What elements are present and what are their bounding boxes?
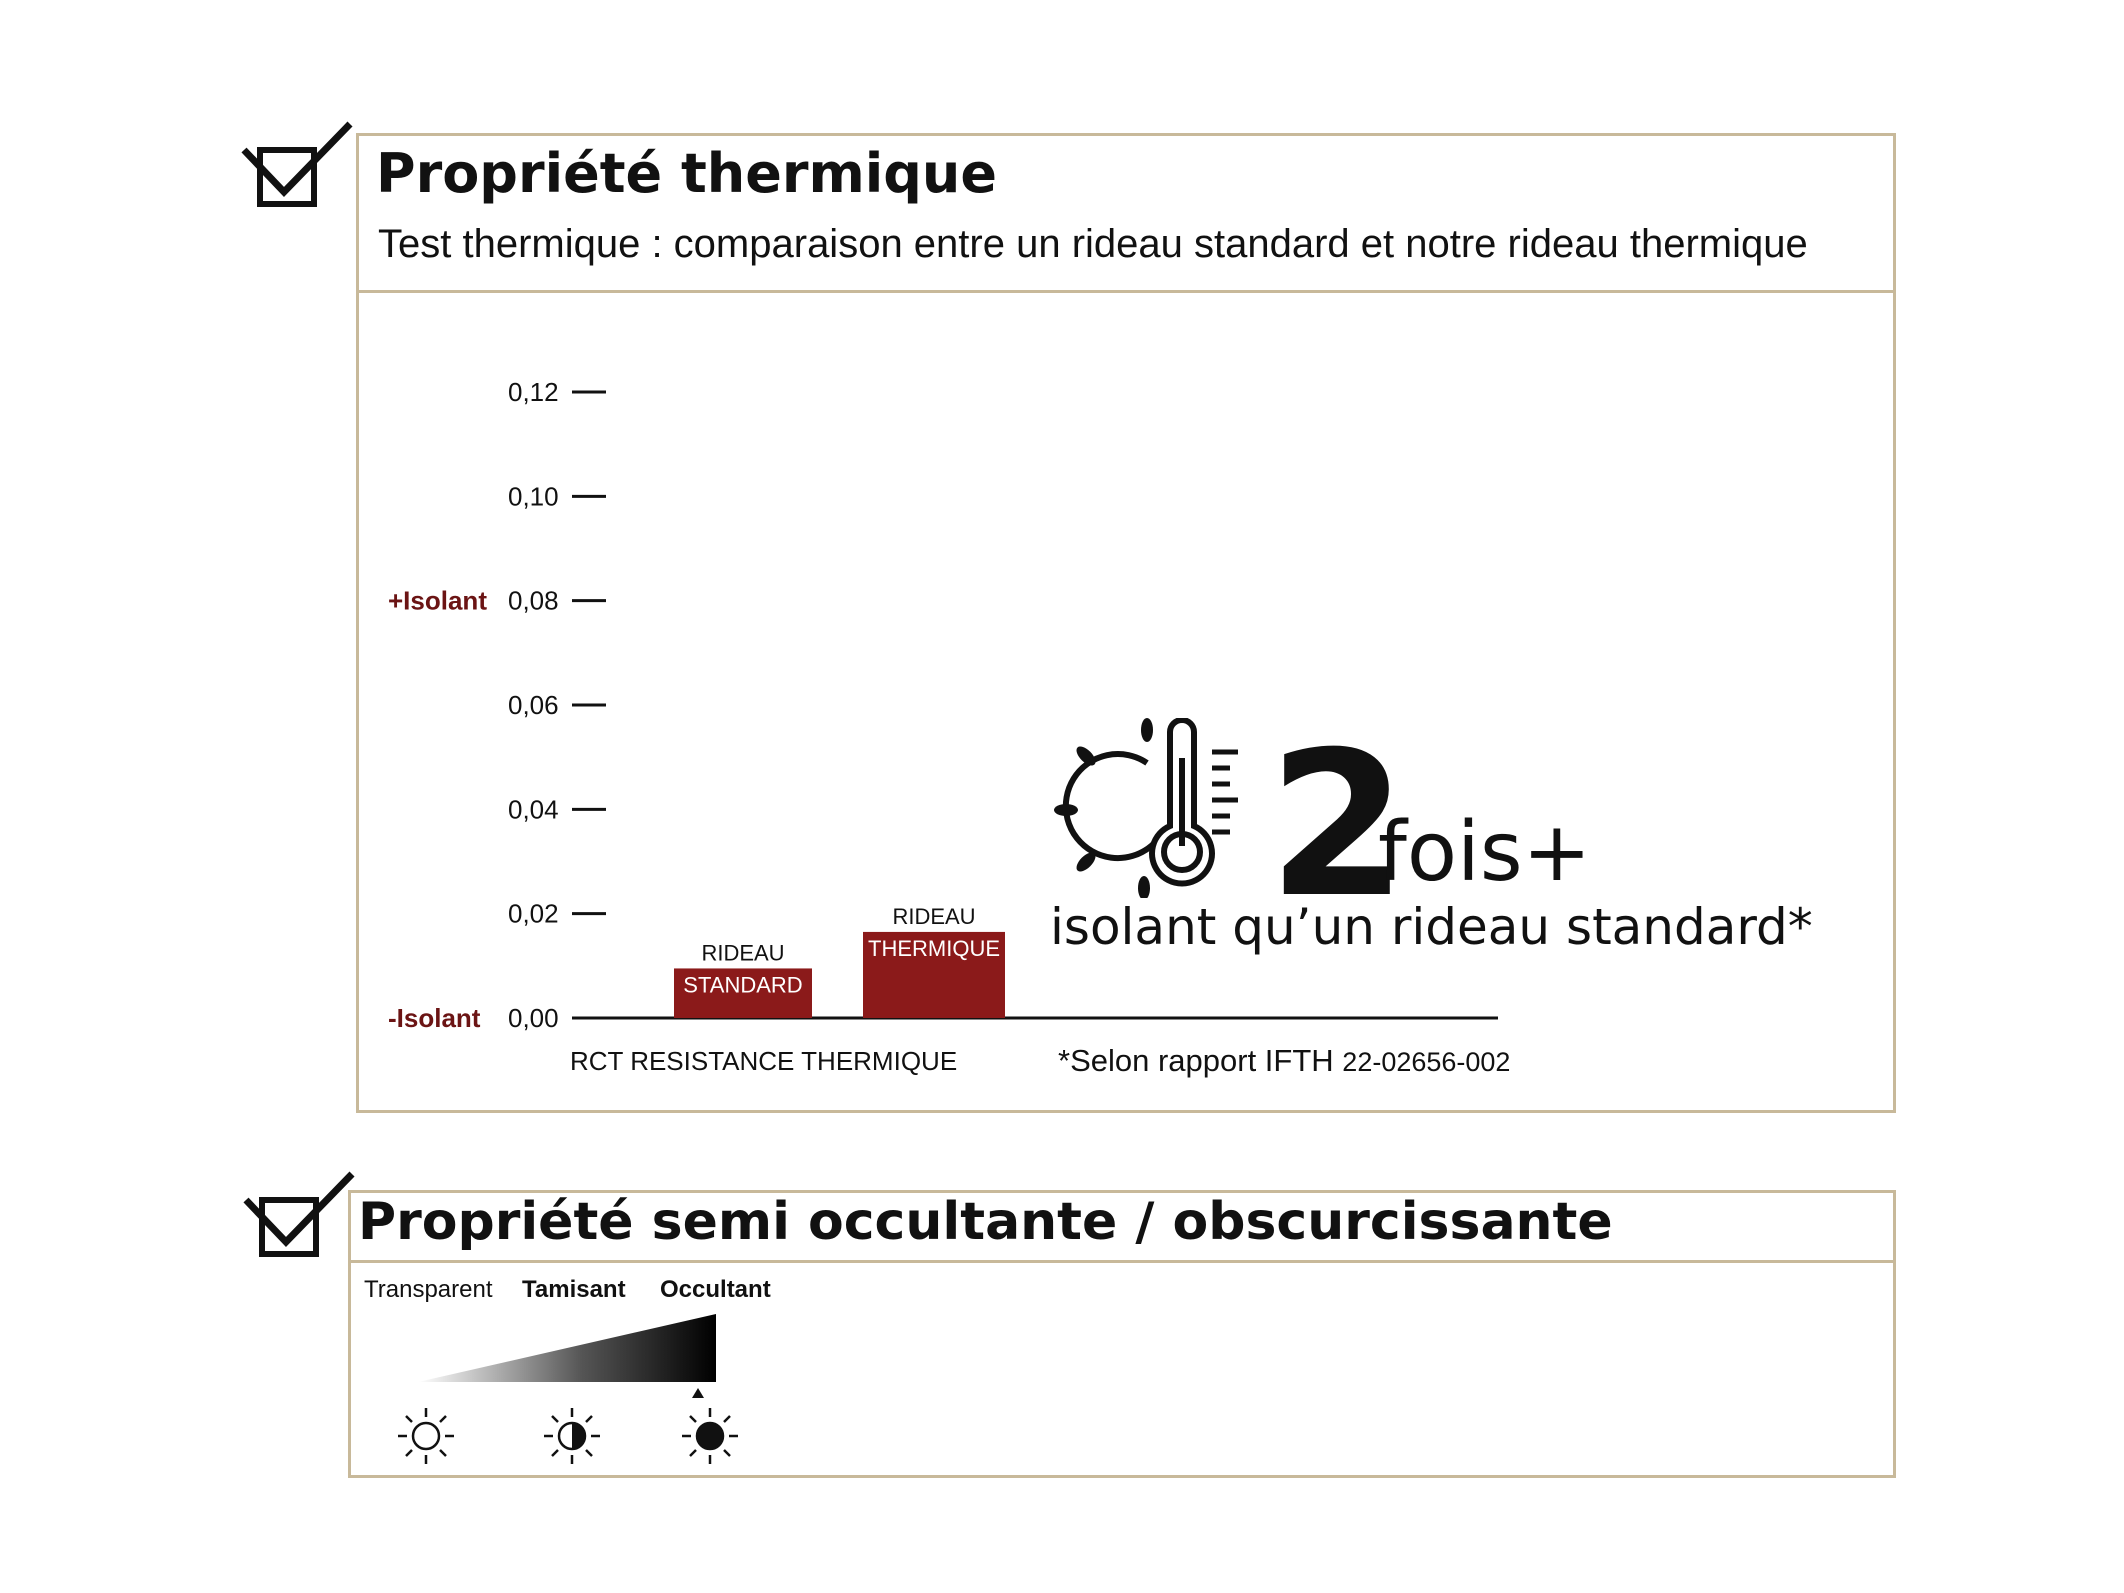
annotation-high-label: +Isolant — [388, 585, 487, 616]
ytick-label-5: 0,10 — [508, 481, 559, 512]
checkbox-checked-icon — [238, 120, 358, 210]
bar-label-bottom-standard: STANDARD — [683, 972, 803, 998]
ytick-label-0: 0,00 — [508, 1003, 559, 1033]
thermal-subtitle: Test thermique : comparaison entre un rideau standard et notre rideau thermique — [378, 222, 1808, 266]
annotation-low-label: -Isolant — [388, 1003, 481, 1033]
scale-label-transparent: Transparent — [364, 1276, 493, 1303]
ytick-label-3: 0,06 — [508, 690, 559, 720]
sun-full-icon — [678, 1404, 742, 1468]
ytick-label-1: 0,02 — [508, 898, 559, 929]
big-number-2: 2 — [1268, 709, 1408, 942]
ytick-label-4: 0,08 — [508, 585, 559, 616]
sun-half-icon — [540, 1404, 604, 1468]
bar-label-top-thermique: RIDEAU — [892, 903, 976, 929]
bar-label-bottom-thermique: THERMIQUE — [868, 935, 1000, 961]
opacity-gradient-wedge — [418, 1308, 738, 1408]
selected-marker-icon — [692, 1388, 704, 1398]
sun-empty-icon — [394, 1404, 458, 1468]
thermal-header-divider — [356, 290, 1896, 293]
checkbox-checked-icon-2 — [240, 1170, 360, 1260]
sun-thermometer-icon — [1052, 718, 1252, 898]
footnote — [1058, 1043, 1510, 1079]
footnote-prefix: *Selon rapport IFTH — [1058, 1043, 1334, 1078]
callout-isolant-text: isolant qu’un rideau standard* — [1050, 898, 1813, 956]
fois-plus-label: fois+ — [1378, 805, 1592, 900]
occultation-header-divider — [348, 1260, 1896, 1263]
scale-label-occultant: Occultant — [660, 1276, 771, 1303]
bar-label-top-standard: RIDEAU — [701, 940, 785, 966]
x-axis-label: RCT RESISTANCE THERMIQUE — [570, 1046, 958, 1076]
occultation-title: Propriété semi occultante / obscurcissante — [358, 1192, 1613, 1252]
scale-label-tamisant: Tamisant — [522, 1276, 626, 1303]
thermal-title: Propriété thermique — [376, 142, 997, 205]
ytick-label-6: 0,12 — [508, 377, 559, 407]
thermal-chart — [360, 296, 1560, 1096]
footnote-ref: 22-02656-002 — [1342, 1047, 1511, 1077]
ytick-label-2: 0,04 — [508, 794, 559, 825]
